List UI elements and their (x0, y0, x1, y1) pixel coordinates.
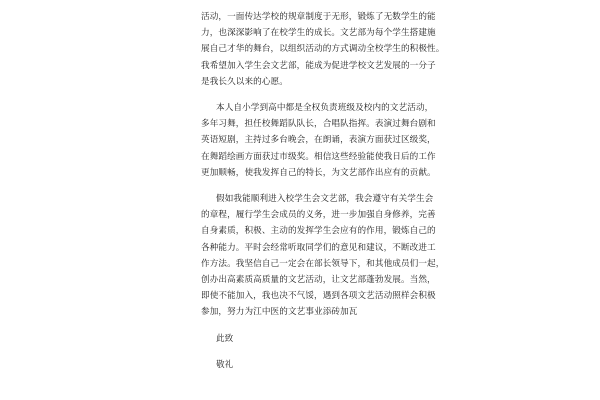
salute-text: 敬礼 (216, 359, 234, 370)
closing-text: 此致 (216, 333, 234, 344)
paragraph-line: 力，也深深影响了在校学生的成长。文艺部为每个学生搭建施 (201, 28, 436, 39)
paragraph-line: 在舞蹈绘画方面获过市级奖。相信这些经验能使我日后的工作 (201, 151, 436, 162)
paragraph-line: 活动，一面传达学校的规章制度于无形，锻炼了无数学生的能 (201, 12, 436, 22)
paragraph-1 (201, 9, 445, 90)
paragraph-line: 参加，努力为江中医的文艺事业添砖加瓦 (201, 307, 358, 318)
letter-body (201, 9, 445, 373)
paragraph-line: 即使不能加入，我也决不气馁，遇到各项文艺活动照样会积极 (201, 291, 436, 302)
paragraph-line: 是我长久以来的心愿。 (201, 76, 288, 87)
paragraph-line: 英语短剧，主持过多台晚会，在朗诵，表演方面获过区级奖， (201, 135, 436, 146)
paragraph-line: 我希望加入学生会文艺部，能成为促进学校文艺发展的一分子 (201, 60, 436, 71)
paragraph-line: 假如我能顺利进入校学生会文艺部，我会遵守有关学生会 (216, 194, 434, 205)
paragraph-line: 本人自小学到高中都是全权负责班级及校内的文艺活动， (216, 103, 434, 114)
paragraph-line: 更加顺畅，使我发挥自己的特长，为文艺部作出应有的贡献。 (201, 167, 436, 178)
paragraph-line: 自身素质，积极、主动的发挥学生会应有的作用，锻炼自己的 (201, 226, 436, 237)
paragraph-2 (201, 100, 436, 181)
paragraph-line: 展自己才华的舞台，以组织活动的方式调动全校学生的积极性。 (201, 44, 445, 55)
paragraph-line: 多年习舞，担任校舞蹈队队长，合唱队指挥。表演过舞台剧和 (201, 119, 436, 130)
paragraph-line: 的章程，履行学生会成员的义务，进一步加强自身修养，完善 (201, 210, 436, 221)
paragraph-line: 各种能力。平时会经常听取同学们的意见和建议，不断改进工 (201, 242, 436, 253)
paragraph-line: 创办出高素质高质量的文艺活动，让文艺部蓬勃发展。当然， (201, 275, 436, 286)
paragraph-line: 作方法。我坚信自己一定会在部长领导下，和其他成员们一起， (201, 258, 445, 269)
paragraph-3 (201, 191, 445, 321)
